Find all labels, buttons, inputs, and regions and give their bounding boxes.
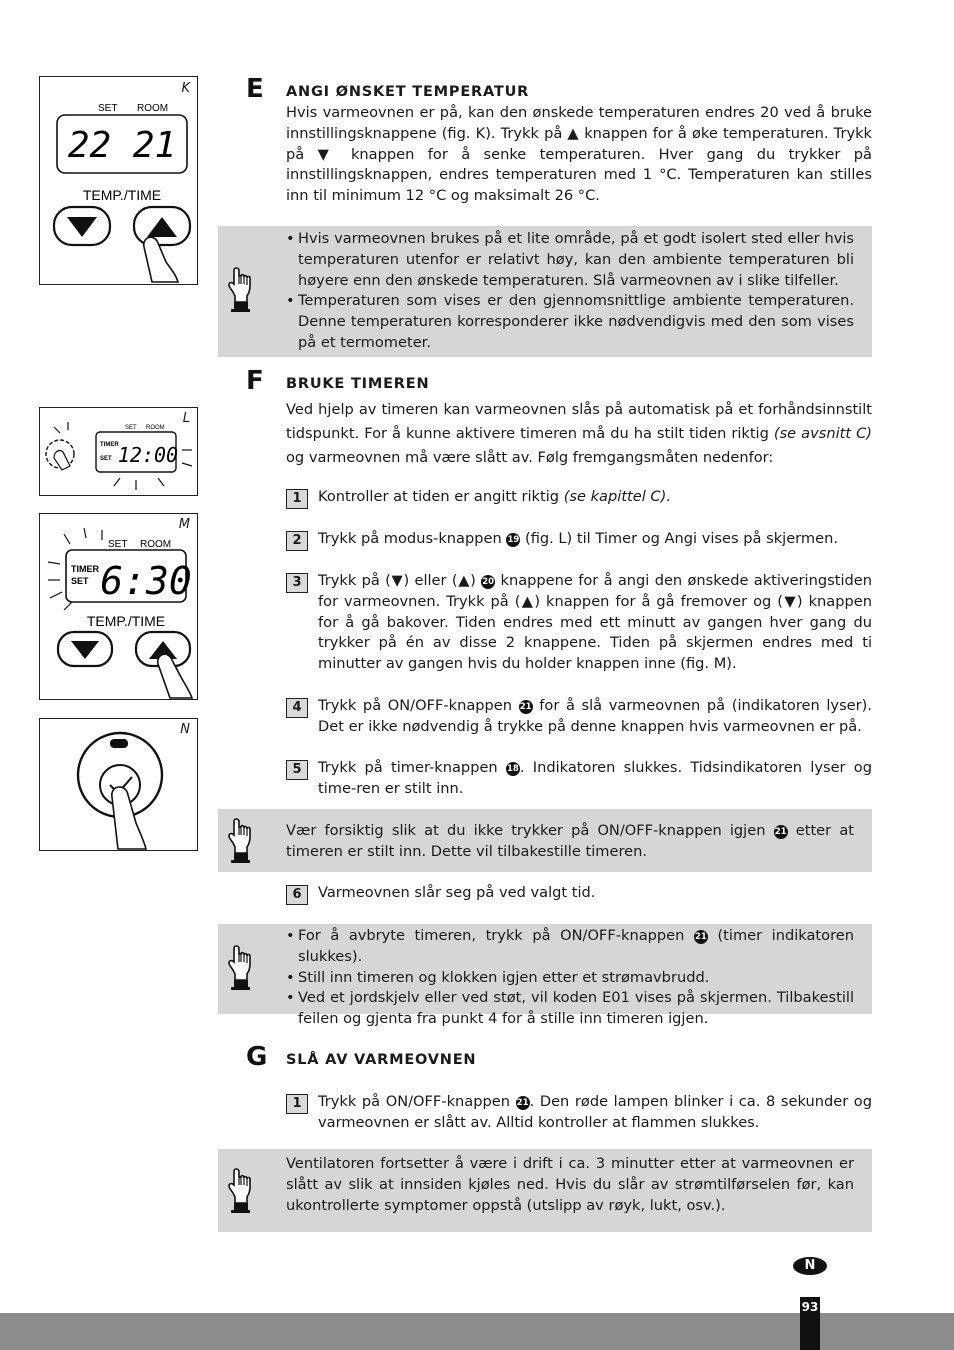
figure-label: K (181, 81, 190, 96)
step-number: 3 (286, 573, 308, 593)
section-letter-f: F (246, 366, 264, 396)
indicator-lamp (110, 739, 128, 748)
step-number: 2 (286, 531, 308, 551)
step-text: Trykk på modus-knappen 19 (fig. L) til Timer og Angi vises på skjermen. (318, 530, 839, 547)
step-text: Trykk på ON/OFF-knappen 21. Den røde lampen blinker i ca. 8 sekunder og varmeovnen er slått av. Alltid kontroller at flammen slukkes. (318, 1093, 872, 1131)
figure-m (39, 513, 198, 700)
room-label: ROOM (137, 103, 169, 114)
note-item: • Temperaturen som vises er den gjennomsnittlige ambiente temperaturen. Denne temperaturen korresponderer ikke nødvendigvis med den som vises på et termometer. (286, 291, 854, 353)
figure-k (39, 76, 198, 285)
step-number: 1 (286, 1094, 308, 1114)
step-number: 1 (286, 489, 308, 509)
note-item: • Hvis varmeovnen brukes på et lite område, på et godt isolert sted eller hvis temperaturen utenfor er relativt høy, kan den ambiente temperaturen bli høyere enn den ønskede temperaturen. Slå varmeovnen av i slike tilfeller. (286, 229, 854, 291)
step-number: 6 (286, 885, 308, 905)
room-label: ROOM (146, 425, 165, 431)
cross-reference: (se kapittel C). (563, 488, 671, 505)
reference-number-badge: 20 (482, 577, 495, 587)
section-letter-e: E (246, 74, 264, 104)
reference-number-badge: 21 (519, 702, 532, 712)
warning-hand-icon (226, 266, 254, 314)
set-label: SET (98, 103, 118, 114)
set-label: SET (108, 539, 128, 550)
lcd-digits: 22 21 (67, 125, 177, 166)
temp-time-label: TEMP./TIME (86, 613, 166, 629)
reference-number-badge: 21 (516, 1098, 529, 1108)
set-label: SET (125, 425, 137, 431)
warning-hand-icon (226, 817, 254, 865)
section-heading-g: SLÅ AV VARMEOVNEN (286, 1052, 477, 1068)
step-text: Kontroller at tiden er angitt riktig (se kapittel C). (318, 488, 671, 505)
step-number: 4 (286, 698, 308, 718)
reference-number-badge: 21 (695, 932, 707, 942)
note-text: Vær forsiktig slik at du ikke trykker på ON/OFF-knappen igjen 21 etter at timeren er stilt inn. Dette vil tilbakestille timeren. (286, 822, 854, 860)
step-text: Varmeovnen slår seg på ved valgt tid. (318, 884, 596, 901)
warning-hand-icon (226, 1167, 254, 1215)
section-e-body: Hvis varmeovnen er på, kan den ønskede temperaturen endres 20 ved å bruke innstillingsknappene (fig. K). Trykk på ▲ knappen for å øke temperaturen. Trykk på ▼ knappen for å senke temperaturen. Hver gang du trykker på innstillingsknappen, endres temperaturen med 1 °C. Temperaturen kan stilles inn til minimum 12 °C og maksimalt 26 °C. (286, 104, 872, 205)
step-number: 5 (286, 760, 308, 780)
reference-number-badge: 21 (774, 827, 787, 837)
lcd-digits: 12:00 (117, 443, 179, 467)
warning-hand-icon (226, 944, 254, 992)
timer-button-illustration (40, 719, 197, 850)
timer-adjust-illustration (40, 514, 197, 699)
section-f-intro: Ved hjelp av timeren kan varmeovnen slås på automatisk på et forhåndsinnstilt tidspunkt. For å kunne aktivere timeren må du ha stilt tiden riktig (se avsnitt C) og varmeovnen må være slått av. Følg fremgangsmåten nedenfor: (286, 401, 872, 466)
set-indicator: SET (71, 576, 89, 586)
figure-n (39, 718, 198, 851)
lcd-digits: 6:30 (100, 559, 192, 603)
step-text: Trykk på timer-knappen 18. Indikatoren slukkes. Tidsindikatoren lyser og time-ren er stilt inn. (318, 759, 872, 797)
figure-l (39, 407, 198, 496)
note-item: • For å avbryte timeren, trykk på ON/OFF-knappen 21 (timer indikatoren slukkes). (286, 926, 854, 968)
timer-label: TIMER (71, 564, 99, 574)
temp-time-label: TEMP./TIME (82, 187, 162, 203)
reference-number-badge: 18 (507, 764, 519, 774)
figure-label: L (182, 411, 190, 426)
page-number: 93 (800, 1297, 820, 1350)
figure-label: M (178, 517, 190, 532)
note-item: • Still inn timeren og klokken igjen etter et strømavbrudd. (286, 968, 854, 989)
note-box-timer-tips (218, 924, 872, 1028)
reference-number-badge: 19 (507, 535, 520, 545)
section-heading-f: BRUKE TIMEREN (286, 376, 430, 392)
section-heading-e: ANGI ØNSKET TEMPERATUR (286, 84, 530, 100)
note-item: • Ved et jordskjelv eller ved støt, vil koden E01 vises på skjermen. Tilbakestill feilen og gjenta fra punkt 4 for å stille inn timeren igjen. (286, 988, 854, 1030)
set-indicator: SET (100, 456, 112, 462)
note-box-fan (218, 1149, 872, 1232)
note-box-timer-warning (218, 809, 872, 872)
note-box-e (218, 226, 872, 357)
room-label: ROOM (140, 539, 172, 550)
timer-label: TIMER (100, 442, 119, 448)
note-text: Ventilatoren fortsetter å være i drift i ca. 3 minutter etter at varmeovnen er slått av slik at innsiden kjøles ned. Hvis du slår av strømtilførselen før, kan ukontrollerte symptomer oppstå (utslipp av røyk, lukt, osv.). (286, 1155, 854, 1214)
mode-button-illustration (40, 408, 197, 495)
control-panel-illustration (40, 77, 197, 284)
language-badge: N (793, 1257, 827, 1275)
step-text: Trykk på ON/OFF-knappen 21 for å slå varmeovnen på (indikatoren lyser). Det er ikke nødvendig å trykke på denne knappen hvis varmeovnen er på. (318, 697, 872, 735)
figure-label: N (180, 722, 190, 737)
section-letter-g: G (246, 1042, 268, 1072)
cross-reference: (se avsnitt C) (773, 425, 872, 442)
step-text: Trykk på (▼) eller (▲) 20 knappene for å angi den ønskede aktiveringstiden for varmeovnen. Trykk på (▲) knappen for å gå fremover og (▼) knappen for å gå bakover. Tiden endres med ett minutt av gangen hver gang du trykker på én av disse 2 knappene. Tiden på skjermen endres med ti minutter av gangen hvis du holder knappen inne (fig. M). (318, 572, 872, 673)
